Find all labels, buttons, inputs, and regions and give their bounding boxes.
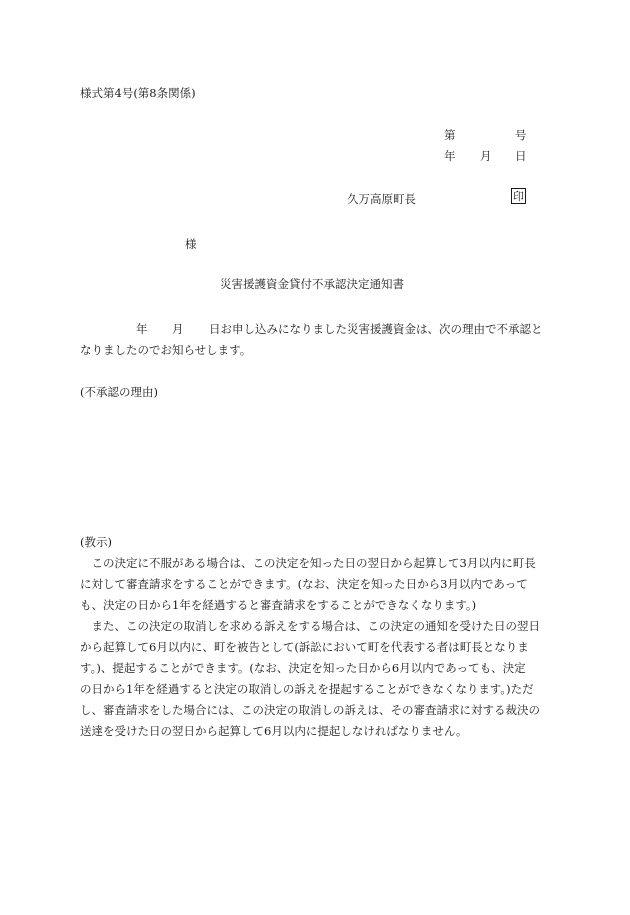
seal-stamp: 印	[513, 189, 524, 203]
notice-line: す。)、提起することができます。(なお、決定を知った日から6月以内であっても、決定	[80, 661, 526, 675]
notice-line: から起算して6月以内に、町を被告として(訴訟において町を代表する者は町長となりま	[80, 640, 529, 654]
body-line-1: 日お申し込みになりました災害援護資金は、次の理由で不承認と	[209, 322, 543, 336]
issuer-name: 久万高原町長	[347, 192, 416, 206]
notice-heading: (教示)	[80, 535, 112, 549]
notice-line: に対して審査請求をすることができます。(なお、決定を知った日から3月以内であって	[80, 577, 528, 591]
body-line-2: なりましたのでお知らせします。	[80, 343, 252, 357]
addressee-suffix: 様	[185, 237, 197, 251]
notice-line: の日から1年を経過すると決定の取消しの訴えを提起することができなくなります。)ただ	[80, 682, 534, 696]
notice-line: 送達を受けた日の翌日から起算して6月以内に提起しなければなりません。	[80, 724, 468, 738]
notice-line: し、審査請求をした場合には、この決定の取消しの訴えは、その審査請求に対する裁決の	[80, 703, 540, 717]
form-number: 様式第4号(第8条関係)	[80, 86, 196, 100]
date-year-label: 年	[444, 149, 456, 163]
date-month-label: 月	[480, 149, 492, 163]
body-year-label: 年	[136, 322, 148, 336]
notice-line: も、決定の日から1年を経過すると審査請求をすることができなくなります。)	[80, 598, 477, 612]
document-number-label: 第	[444, 128, 456, 142]
document-number-suffix: 号	[515, 128, 527, 142]
notice-line: また、この決定の取消しを求める訴えをする場合は、この決定の通知を受けた日の翌日	[80, 619, 540, 633]
reason-heading: (不承認の理由)	[80, 385, 158, 399]
document-title: 災害援護資金貸付不承認決定通知書	[220, 277, 404, 291]
body-month-label: 月	[172, 322, 184, 336]
notice-line: この決定に不服がある場合は、この決定を知った日の翌日から起算して3月以内に町長	[80, 556, 536, 570]
date-day-label: 日	[515, 149, 527, 163]
